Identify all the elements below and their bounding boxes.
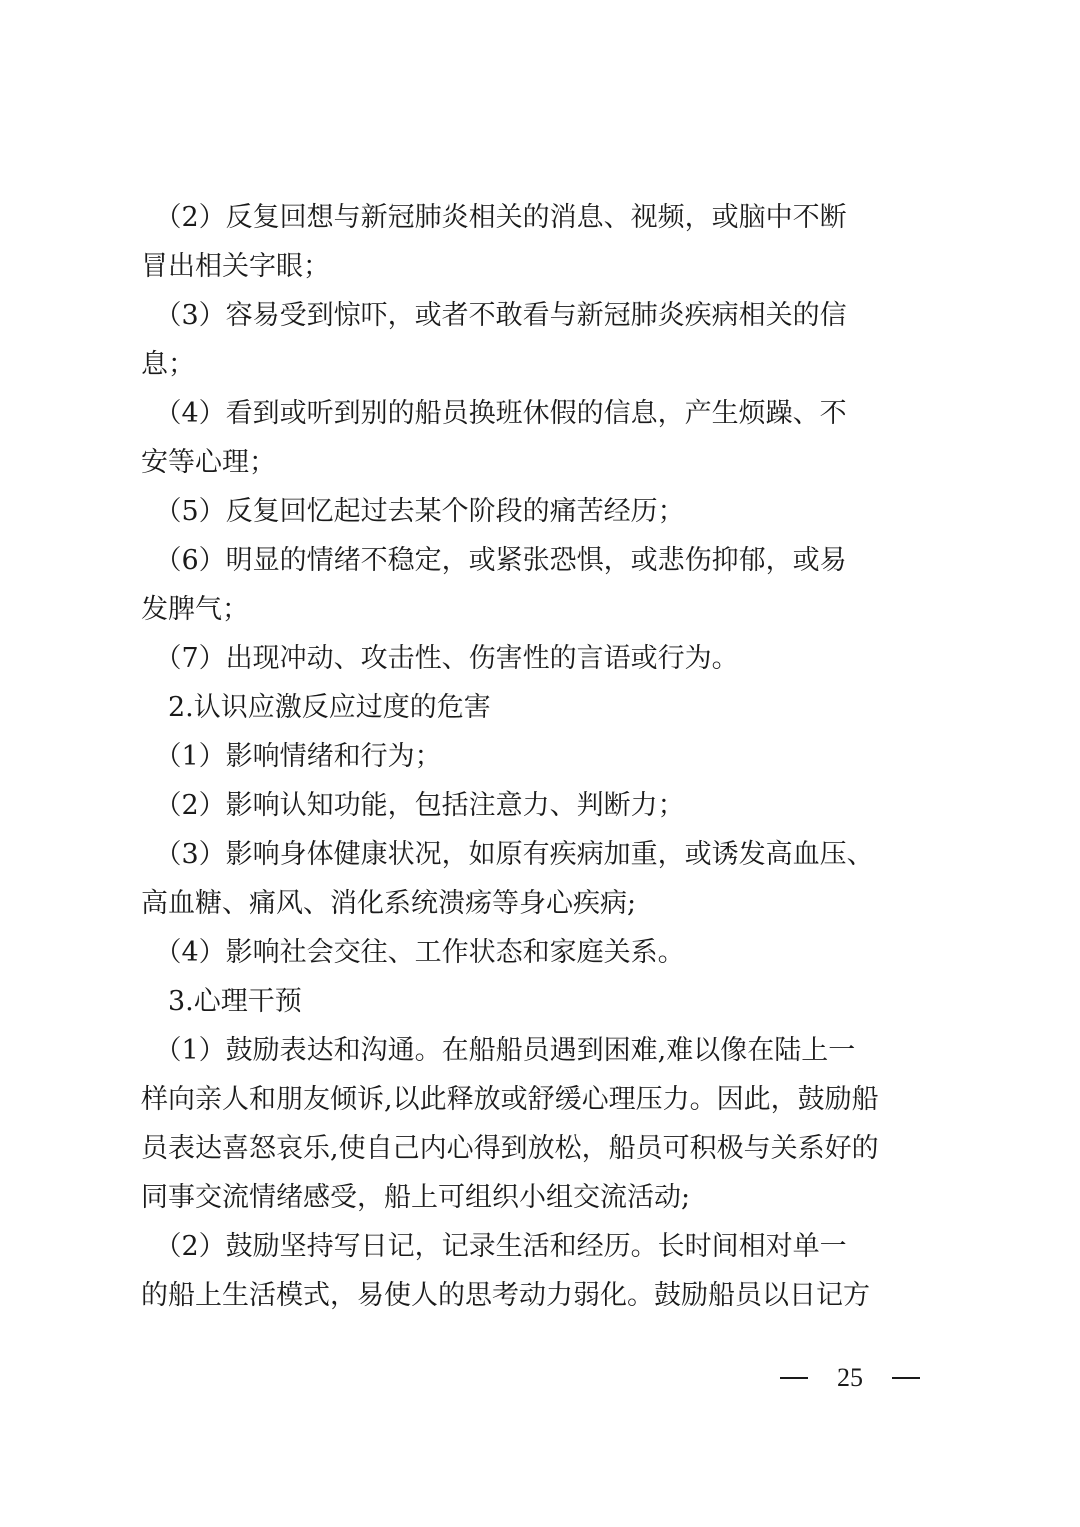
footer-dash-left (780, 1377, 808, 1379)
text-line: （7）出现冲动、攻击性、伤害性的言语或行为。 (141, 643, 739, 674)
footer-dash-right (892, 1377, 920, 1379)
section-heading: 3.心理干预 (141, 986, 302, 1017)
text-line: （1）影响情绪和行为； (141, 741, 442, 772)
text-line: 发脾气； (141, 594, 249, 625)
text-line: 息； (141, 349, 195, 380)
text-line: （4）影响社会交往、工作状态和家庭关系。 (141, 937, 685, 968)
page-footer (780, 1358, 920, 1398)
text-line: （5）反复回忆起过去某个阶段的痛苦经历； (141, 496, 685, 527)
section-heading: 2.认识应激反应过度的危害 (141, 692, 491, 723)
text-line: 样向亲人和朋友倾诉,以此释放或舒缓心理压力。因此，鼓励船 (141, 1084, 879, 1115)
text-line: （3）影响身体健康状况，如原有疾病加重，或诱发高血压、 (141, 839, 874, 870)
text-line: （2）反复回想与新冠肺炎相关的消息、视频，或脑中不断 (141, 202, 847, 233)
text-line: 同事交流情绪感受，船上可组织小组交流活动; (141, 1182, 691, 1213)
text-line: （2）影响认知功能，包括注意力、判断力； (141, 790, 685, 821)
page-number: 25 (837, 1363, 863, 1392)
text-line: （3）容易受到惊吓，或者不敢看与新冠肺炎疾病相关的信 (141, 300, 847, 331)
text-line: （1）鼓励表达和沟通。在船船员遇到困难,难以像在陆上一 (141, 1035, 856, 1066)
text-line: 员表达喜怒哀乐,使自己内心得到放松，船员可积极与关系好的 (141, 1133, 879, 1164)
text-line: （6）明显的情绪不稳定，或紧张恐惧，或悲伤抑郁，或易 (141, 545, 847, 576)
text-line: （4）看到或听到别的船员换班休假的信息，产生烦躁、不 (141, 398, 847, 429)
text-line: 冒出相关字眼； (141, 251, 330, 282)
text-line: 高血糖、痛风、消化系统溃疡等身心疾病; (141, 888, 637, 919)
text-line: （2）鼓励坚持写日记，记录生活和经历。长时间相对单一 (141, 1231, 847, 1262)
text-line: 安等心理； (141, 447, 276, 478)
body-text (141, 193, 941, 1320)
text-line: 的船上生活模式，易使人的思考动力弱化。鼓励船员以日记方 (141, 1280, 870, 1311)
